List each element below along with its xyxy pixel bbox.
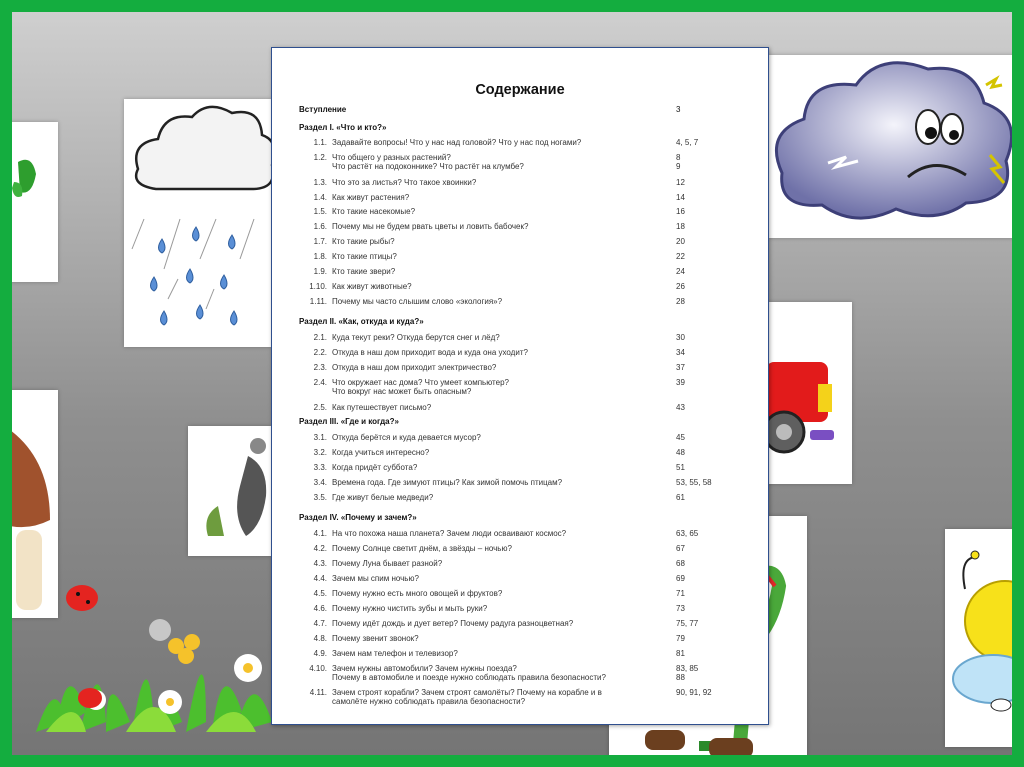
toc-item xyxy=(299,560,749,570)
toc-item-number: 4.2. xyxy=(313,544,327,553)
toc-item-number: 1.4. xyxy=(313,193,327,202)
toc-item-text: Зачем нужны автомобили? Зачем нужны поезда? xyxy=(332,664,517,673)
toc-item-number: 1.3. xyxy=(313,178,327,187)
toc-item-pages: 69 xyxy=(676,574,685,583)
toc-item-number: 3.5. xyxy=(313,493,327,502)
toc-item-number: 1.2. xyxy=(313,153,327,162)
toc-item xyxy=(299,689,749,709)
toc-item xyxy=(299,379,749,399)
section-heading xyxy=(299,418,749,428)
section-heading-text: Раздел II. «Как, откуда и куда?» xyxy=(299,317,424,326)
toc-item xyxy=(299,238,749,248)
toc-item xyxy=(299,253,749,263)
toc-item-number: 4.7. xyxy=(313,619,327,628)
toc-item-pages: 39 xyxy=(676,378,685,387)
toc-item-text-line2: самолёте нужно соблюдать правила безопасности? xyxy=(332,697,526,706)
toc-item xyxy=(299,635,749,645)
toc-item-number: 2.3. xyxy=(313,363,327,372)
toc-item xyxy=(299,154,749,174)
toc-item-pages: 12 xyxy=(676,178,685,187)
toc-item xyxy=(299,620,749,630)
toc-item-text-line2: Что растёт на подоконнике? Что растёт на клумбе? xyxy=(332,162,524,171)
toc-item xyxy=(299,530,749,540)
toc-item-number: 4.4. xyxy=(313,574,327,583)
toc-item-number: 1.10. xyxy=(309,282,327,291)
toc-item-number: 1.11. xyxy=(309,297,327,306)
toc-item-number: 4.8. xyxy=(313,634,327,643)
toc-item-text: Почему Солнце светит днём, а звёзды – ночью? xyxy=(332,544,512,553)
toc-item-text: Почему нужно чистить зубы и мыть руки? xyxy=(332,604,488,613)
toc-item xyxy=(299,479,749,489)
toc-item-pages: 71 xyxy=(676,589,685,598)
toc-item-number: 3.1. xyxy=(313,433,327,442)
toc-item-pages: 79 xyxy=(676,634,685,643)
toc-item xyxy=(299,665,749,685)
left-edge-plant-picture xyxy=(10,122,58,282)
toc-intro-page: 3 xyxy=(676,105,681,114)
toc-item-pages: 4, 5, 7 xyxy=(676,138,699,147)
toc-item xyxy=(299,364,749,374)
toc-item-number: 4.5. xyxy=(313,589,327,598)
toc-item xyxy=(299,283,749,293)
toc-item-text: Задавайте вопросы! Что у нас над головой? Что у нас под ногами? xyxy=(332,138,582,147)
toc-item-text: Зачем нам телефон и телевизор? xyxy=(332,649,458,658)
toc-item xyxy=(299,464,749,474)
toc-item xyxy=(299,268,749,278)
toc-item-pages: 67 xyxy=(676,544,685,553)
grass-flowers-picture xyxy=(36,572,272,732)
toc-item xyxy=(299,575,749,585)
toc-item-pages: 53, 55, 58 xyxy=(676,478,712,487)
toc-item-text: Как живут растения? xyxy=(332,193,410,202)
toc-item-text: Кто такие птицы? xyxy=(332,252,397,261)
toc-item-number: 1.8. xyxy=(313,252,327,261)
table-of-contents-document xyxy=(271,47,769,725)
toc-item-number: 2.4. xyxy=(313,378,327,387)
section-heading xyxy=(299,514,749,524)
toc-item-text-line2: Почему в автомобиле и поезде нужно соблюдать правила безопасности? xyxy=(332,673,606,682)
toc-item-pages: 81 xyxy=(676,649,685,658)
toc-item-pages: 51 xyxy=(676,463,685,472)
toc-item-number: 1.9. xyxy=(313,267,327,276)
toc-item-pages: 43 xyxy=(676,403,685,412)
toc-item-text: Как живут животные? xyxy=(332,282,412,291)
toc-item xyxy=(299,605,749,615)
red-car-picture xyxy=(766,302,852,484)
toc-item-pages: 75, 77 xyxy=(676,619,699,628)
toc-item-text: Кто такие насекомые? xyxy=(332,207,416,216)
toc-item-pages: 14 xyxy=(676,193,685,202)
toc-item-number: 1.7. xyxy=(313,237,327,246)
toc-intro xyxy=(299,106,749,116)
toc-item-pages: 22 xyxy=(676,252,685,261)
toc-item-number: 4.3. xyxy=(313,559,327,568)
toc-item-text: Почему звенит звонок? xyxy=(332,634,419,643)
toc-item xyxy=(299,334,749,344)
toc-item-text: Когда придёт суббота? xyxy=(332,463,418,472)
toc-item xyxy=(299,208,749,218)
toc-item-number: 3.3. xyxy=(313,463,327,472)
toc-item-text: Как путешествует письмо? xyxy=(332,403,432,412)
toc-item-text: Почему идёт дождь и дует ветер? Почему радуга разноцветная? xyxy=(332,619,574,628)
toc-item xyxy=(299,223,749,233)
angry-cloud-picture xyxy=(768,55,1024,238)
section-heading xyxy=(299,124,749,134)
rain-cloud-picture xyxy=(124,99,272,347)
toc-item-text: Кто такие рыбы? xyxy=(332,237,395,246)
section-heading xyxy=(299,318,749,328)
toc-item-text: Времена года. Где зимуют птицы? Как зимой помочь птицам? xyxy=(332,478,563,487)
toc-item-text: Почему Луна бывает разной? xyxy=(332,559,443,568)
toc-item-text: Зачем мы спим ночью? xyxy=(332,574,419,583)
toc-item xyxy=(299,494,749,504)
document-title: Содержание xyxy=(475,82,565,98)
toc-item-number: 4.10. xyxy=(309,664,327,673)
toc-item-text: Откуда в наш дом приходит электричество? xyxy=(332,363,497,372)
toc-item xyxy=(299,194,749,204)
toc-item-number: 3.2. xyxy=(313,448,327,457)
toc-item xyxy=(299,404,749,414)
toc-item-pages: 20 xyxy=(676,237,685,246)
toc-item xyxy=(299,139,749,149)
toc-item-text: Что это за листья? Что такое хвоинки? xyxy=(332,178,477,187)
toc-item xyxy=(299,449,749,459)
toc-item-number: 4.9. xyxy=(313,649,327,658)
toc-item-text: Кто такие звери? xyxy=(332,267,396,276)
toc-item-pages: 48 xyxy=(676,448,685,457)
toc-item-text: Почему мы не будем рвать цветы и ловить бабочек? xyxy=(332,222,529,231)
toc-item-number: 1.5. xyxy=(313,207,327,216)
toc-item-pages: 83, 85 xyxy=(676,664,699,673)
toc-item-pages: 26 xyxy=(676,282,685,291)
toc-item-text: На что похожа наша планета? Зачем люди осваивают космос? xyxy=(332,529,567,538)
toc-item-text-line2: Что вокруг нас может быть опасным? xyxy=(332,387,472,396)
toc-item-number: 4.6. xyxy=(313,604,327,613)
smiling-sun-picture xyxy=(945,529,1024,747)
toc-item-text: Откуда в наш дом приходит вода и куда она уходит? xyxy=(332,348,528,357)
toc-item xyxy=(299,434,749,444)
toc-item-pages-line2: 9 xyxy=(676,162,681,171)
toc-item-text: Где живут белые медведи? xyxy=(332,493,434,502)
toc-item-pages: 24 xyxy=(676,267,685,276)
toc-item xyxy=(299,349,749,359)
toc-item xyxy=(299,650,749,660)
section-heading-text: Раздел IV. «Почему и зачем?» xyxy=(299,513,417,522)
toc-item-pages: 63, 65 xyxy=(676,529,699,538)
toc-item-text: Откуда берётся и куда девается мусор? xyxy=(332,433,481,442)
toc-item-number: 2.5. xyxy=(313,403,327,412)
toc-item-pages: 34 xyxy=(676,348,685,357)
toc-item-number: 1.6. xyxy=(313,222,327,231)
toc-item xyxy=(299,298,749,308)
toc-item-pages: 28 xyxy=(676,297,685,306)
toc-item-pages: 8 xyxy=(676,153,681,162)
toc-item-text: Что окружает нас дома? Что умеет компьютер? xyxy=(332,378,509,387)
toc-item-pages: 90, 91, 92 xyxy=(676,688,712,697)
squirrel-picture xyxy=(188,426,272,556)
toc-item-number: 4.11. xyxy=(309,688,327,697)
toc-item xyxy=(299,179,749,189)
toc-item-text: Когда учиться интересно? xyxy=(332,448,430,457)
toc-item-pages: 61 xyxy=(676,493,685,502)
toc-item-text: Зачем строят корабли? Зачем строят самолёты? Почему на корабле и в xyxy=(332,688,602,697)
toc-item-pages: 37 xyxy=(676,363,685,372)
toc-item-number: 4.1. xyxy=(313,529,327,538)
toc-item-text: Почему мы часто слышим слово «экология»? xyxy=(332,297,503,306)
toc-item-pages-line2: 88 xyxy=(676,673,685,682)
toc-item-text: Куда текут реки? Откуда берутся снег и лёд? xyxy=(332,333,500,342)
toc-item-pages: 30 xyxy=(676,333,685,342)
section-heading-text: Раздел I. «Что и кто?» xyxy=(299,123,387,132)
toc-item-number: 2.1. xyxy=(313,333,327,342)
toc-item-number: 3.4. xyxy=(313,478,327,487)
toc-item-number: 2.2. xyxy=(313,348,327,357)
toc-item xyxy=(299,545,749,555)
toc-item-pages: 18 xyxy=(676,222,685,231)
toc-item xyxy=(299,590,749,600)
toc-item-pages: 68 xyxy=(676,559,685,568)
toc-item-text: Что общего у разных растений? xyxy=(332,153,451,162)
toc-item-pages: 16 xyxy=(676,207,685,216)
section-heading-text: Раздел III. «Где и когда?» xyxy=(299,417,399,426)
toc-item-text: Почему нужно есть много овощей и фруктов? xyxy=(332,589,503,598)
toc-intro-title: Вступление xyxy=(299,105,347,114)
toc-item-pages: 45 xyxy=(676,433,685,442)
toc-item-pages: 73 xyxy=(676,604,685,613)
toc-item-number: 1.1. xyxy=(313,138,327,147)
